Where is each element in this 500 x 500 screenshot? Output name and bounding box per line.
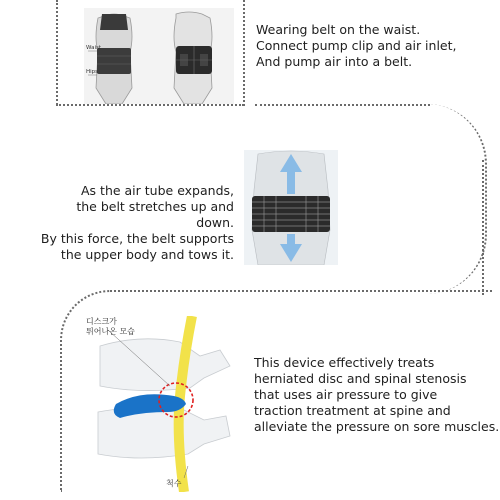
dotted-connector-right-top2	[482, 160, 484, 295]
dotted-connector-left-top	[56, 0, 58, 105]
section1-line-2: Connect pump clip and air inlet,	[256, 38, 457, 53]
hips-label: Hips	[86, 69, 99, 75]
waist-label: Waist	[86, 45, 102, 51]
section1-line-3: And pump air into a belt.	[256, 54, 413, 69]
section2-text	[40, 183, 234, 263]
section1-text	[256, 22, 457, 70]
section2-line-1: As the air tube expands,	[81, 183, 234, 198]
section3-text	[254, 355, 499, 435]
herniated-disc-illustration	[80, 316, 240, 492]
section3-line-1: This device effectively treats	[254, 355, 435, 370]
section3-line-5: alleviate the pressure on sore muscles.	[254, 419, 500, 434]
section3-line-4: traction treatment at spine and	[254, 403, 451, 418]
dotted-connector-horizontal-2	[255, 104, 430, 106]
dotted-connector-right-top	[243, 0, 245, 106]
section1-line-1: Wearing belt on the waist.	[256, 22, 421, 37]
dotted-connector-horizontal-1	[56, 104, 244, 106]
section2-line-3: By this force, the belt supports	[40, 231, 234, 246]
belt-expansion-illustration	[244, 150, 338, 265]
disc-label-2: 튀어나온 모습	[86, 327, 135, 336]
cord-label: 척수	[166, 479, 182, 488]
disc-label-1: 디스크가	[86, 317, 117, 326]
belt-wearing-illustration	[84, 8, 234, 104]
section2-line-2: the belt stretches up and down.	[76, 199, 234, 230]
section2-line-4: the upper body and tows it.	[60, 247, 234, 262]
section3-line-2: herniated disc and spinal stenosis	[254, 371, 467, 386]
section3-line-3: that uses air pressure to give	[254, 387, 438, 402]
